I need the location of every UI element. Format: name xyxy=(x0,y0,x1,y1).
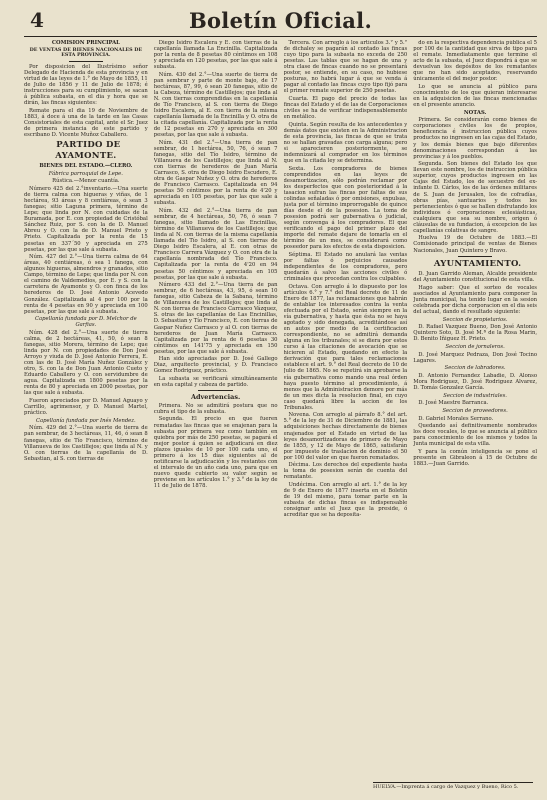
columns xyxy=(24,40,537,796)
section-heading: Seccion de industriales. xyxy=(443,392,507,399)
intro-paragraph: Por disposicion del Ilustrísimo señor Delegado de Hacienda de esta provincia y en virtud de las leyes de 1.° de Mayo de 1855, 11 de Julio de 1856 y 11 de Julio de 1878; é instrucciones para su cumplimiento, se sacan á pública subasta, en el dia y hora que se dirán, las fincas siguientes: xyxy=(24,63,148,107)
section-heading: Seccion de propietarios. xyxy=(442,316,508,323)
notas-heading: NOTAS. xyxy=(463,109,487,116)
fabrica-heading: Fábrica parroquial de Lepe. xyxy=(48,170,123,177)
lot-paragraph: Núm. 432 del 2.°—Una tierra de pan sembrar, de 4 hectáreas, 50, 76, ó sean 7 fanegas, sitio llamado de Las Encinillas, término de Villanueva de los Castillejos; que linda al N. con tierras de la misma capellanía llamada del Tío Isidro, al S. con tierras de Diego Isidro Escalera, al E. con otras de Francisco Carrera Vázquez y O. con otra de la capellanía nombrada del Tío Francisco. Capitalizada por la renta de 4'20 en 94 pesetas 50 céntimos y apreciada en 105 pesetas, por las que sale á subasta. xyxy=(153,208,278,281)
lot-paragraph: Número 433 del 2.°—Una tierra de pan sembrar, de 6 hectáreas, 43, 95, ó sean 10 fanegas, sitio Cabeza de la Sabana, término de Villanueva de los Castillejos; que linda al N. con tierras de Francisco Carrasco Vázquez, S. otras de las capellanías de Las Encinillas, D. Sebastian y Tío Francisco, E. con tierras de Gaspar Nuñez Carrasco y al O. con tierras de herederos de Juan María Carrasco. Capitalizada por la renta de 6 pesetas 30 céntimos en 141'75 y apreciada en 150 pesetas, por las que sale á subasta. xyxy=(153,282,278,355)
appraisal-paragraph: Han sido apreciadas por D. José Gallego Diaz, arquitecto provincial, y D. Francisco Gomez Rodriguez, práctico. xyxy=(153,356,278,375)
divider xyxy=(198,390,233,391)
commission-title: COMISION PRINCIPAL xyxy=(51,40,120,46)
lot-paragraph: Núm. 431 del 2.°—Una tierra de pan sembrar, de 1 hectárea, 50, 76, ó sean 7 fanegas, sitio del Tío Isidro, término de Villanueva de los Castillejos; que linda al N. con tierras de herederos de Juan María Carrasco, S. otra de Diego Isidro Escudero, E. otra de Gaspar Nuñez y O. otra de herederos de Francisco Carrasco. Capitalizada en 94 pesetas 50 céntimos por la renta de 4'20 y apreciada en 105 pesetas, por las que sale á subasta. xyxy=(153,139,278,207)
section-heading: Seccion de proveedores. xyxy=(442,408,508,415)
capellania-heading: Capellanía fundada por Inés Mendez. xyxy=(36,417,136,424)
column-2 xyxy=(154,40,278,796)
newspaper-title: Boletín Oficial. xyxy=(188,8,373,33)
nota-paragraph: Segunda. Son bienes del Estado los que llevan este nombre, los de instruccion pública superior, cuyos productos ingresen en las Cajas del Estado, los de secuestro del ex-infante D. Cárlos, los de las órdenes militares de S. Juan de Jerusalen, los de cofradías, obras pías, santuarios y todos los pertenecientes ó que se hallen disfrutando los individuos ó corporaciones eclesiásticas, cualquiera que sea su nombre, origen ó cláusulas de su fundacion, á excepcion de las capellanías colativas de sangre. xyxy=(413,161,537,234)
lot-paragraph: Número 425 del 2.°inventario.—Una suerte de tierra calma con higueras y viñas, de 1 hectárea, 93 áreas y 8 centiáreas, ó sean 3 fanegas; sitio Laguna primera, término de Lepe; que linda por N. con cuidadas de la Buramada, por E. con propiedad de Cristóbal Sánchez Ruiz, por S. con la de D. Manuel Abreu y O. con la de D. Manuel Prieto y Prieto. Capitalizada por la renta de 15 pesetas en 337´50 y apreciada en 275 pesetas, por las que sale á subasta. xyxy=(24,186,148,253)
partido-heading: PARTIDO DE AYAMONTE. xyxy=(55,139,121,161)
column-3 xyxy=(284,40,408,796)
masthead xyxy=(24,6,537,37)
appraisal-paragraph: Fueron apreciados por D. Manuel Aguayo y Carrillo, agrimensor, y D. Manuel Martel, práctico. xyxy=(24,398,148,417)
advertencia-paragraph: Primera. No se admitirá postura que no cubra el tipo de la subasta. xyxy=(153,402,278,415)
advertencia-paragraph: Tercera. Con arreglo á los artículos 3.° y 5.° de dichaley se pagarán al contado las fincas cuyo tipo para la subasta no exceda de 250 pesetas. Las tablas que se hagan de una y otra clase de fincas cuando no se presentará postor, se entiende, en su caso, no hubiese posturas, no habrá lugar á que se venda á pagar al contado las fincas cuyo tipo fijó para el primer remate superior de 250 pesetas. xyxy=(283,40,408,95)
page-number: 4 xyxy=(30,8,44,32)
auction-paragraph: Remate para el dia 19 de Noviembre de 1883, á doce á una de la tarde en las Casas Consistoriales de esta capital, ante el Sr. Juez de primera instancia de este partido y escribano D. Vicente Muñoz Caballero. xyxy=(24,107,148,138)
column-4 xyxy=(413,40,537,796)
capellania-heading: Capellanía fundada por D. Melchor de Garfias. xyxy=(35,316,137,329)
column-1 xyxy=(24,40,148,796)
names-paragraph: D. Gabriel Morales Serrano. xyxy=(418,415,494,422)
advertencia-paragraph: Novena. Con arreglo al párrafo 8.° del art. 5.° de la ley de 31 de Diciembre de 1881, las adquisiciones hechas directamente de bienes enajenados por el Estado en virtud de las leyes desamortizadoras de primero de Mayo de 1855, y 12 de Mayo de 1865, satisfarán por impuesto de traslacion de dominio el 50 por 100 del valor en que fueron rematados. xyxy=(283,412,408,461)
advertencia-paragraph: Décima. Los derechos del expediente hasta la toma de posesion serán de cuenta del rematante. xyxy=(283,462,408,481)
ayuntamiento-heading: AYUNTAMIENTO. xyxy=(433,258,522,269)
section-heading: Seccion de jornaleros. xyxy=(445,344,505,351)
signature-paragraph: Huelva 19 de Octubre de 1883.—El Comisionado principal de ventas de Bienes Nacionales, Juan Quintero y Bravo. xyxy=(413,235,537,254)
names-paragraph: D. José Maestre Barranca. xyxy=(418,400,489,407)
lot-paragraph: Núm. 428 del 2.°—Una suerte de tierra calma, de 2 hectáreas, 41, 50, ó sean 8 fanegas, sitio Morera, término de Lepe; que linda por N. con propiedades de Don José Arroyo y viuda de D. José Antonio Ferrera, E. con las de D. José María Nuñez González y otro, S. con la de Don Juan Antonio Cueto y Eduardo Caballero y O. con servidumbre de agua. Capitalizada en 1800 pesetas por la renta de 80 y apreciada en 2000 pesetas, por las que sale á subasta. xyxy=(24,329,148,397)
advertencias-heading: Advertencias. xyxy=(190,393,241,402)
advertencia-paragraph: Séptima. El Estado no anulará las ventas por faltas ó perjuicios causados independientes de los compradores, pero quedarán á salvo las acciones civiles ó criminales que procedan contra los culpables. xyxy=(283,251,408,283)
ayuntamiento-paragraph: Quedando así definitivamente nombrados los doce vocales, lo que se anuncia al público para conocimiento de los mismos y todos la Junta municipal de esta villa. xyxy=(413,423,537,448)
advertencia-paragraph: do en la respectiva dependencia pública el 5 por 100 de la cantidad que sirva de tipo para el remate. Inmediatamente que termine el acto de la subasta, el Juez dispondrá á que se devuelvan los depósitos de los rematantes que no han sido aceptados, reservando únicamente el del mejor postor. xyxy=(413,40,537,83)
lot-paragraph: Núm. 429 del 2.°—Una suerte de tierra de pan sembrar, de 3 hectáreas, 11, 46, ó sean 8 fanegas, sitio de Tío Francisco, término de Villanueva de los Castillejos; que linda al N. y O. con tierras de la capellanía de D. Sebastian, al S. con tierras de xyxy=(24,425,148,462)
advertencia-paragraph: Cuarta. El pago del precio de todas las fincas del Estado y el de las de Corporaciones civiles se ha de verificar indispensablemente en metálico. xyxy=(283,96,408,121)
advertencia-paragraph: Octava. Con arreglo á lo dispuesto por los artículos 6.° y 7.° del Real decreto de 11 de Enero de 1877, las reclamaciones que habrán de entablar los interesados contra la venta efectuada por el Estado, serán siempre en la vía gubernativa, y hasta que ésta no se haya agotado y sido denegada, acreditándose así en autos por medio de la certificacion correspondiente, no se admitirá demanda alguna en los tribunales; si se diera por estos curso á las citaciones de avocación que se hicieren al Estado, quedando en efecto la derivación que para tales reclamaciones establece el art. 9.° del Real decreto de 10 de Julio de 1865. No se repetirá sin aprobarse la vía gubernativa como mando una real órden haya puesto término al procedimiento, á menos que la Administracion demore por más de un mes dicta la resolucion final, en cuyo caso quedará libre la accion de los Tribunales. xyxy=(283,283,408,411)
auction-note: La subasta se verificará simultáneamente en esta capital y cabeza de partido. xyxy=(153,376,278,389)
names-paragraph: D. José Marquez Pedraza, Don José Tocino Lagares. xyxy=(413,351,537,364)
bienes-heading: BIENES DEL ESTADO.—CLERO. xyxy=(39,163,133,170)
names-paragraph: D. Rafael Vazquez Bueno, Don José Antonio Quintero Soto, D. José M.ª de la Rosa Marin, D. Benito Iñiguez H. Prieto. xyxy=(413,324,537,343)
advertencia-paragraph: Undécima. Con arreglo al art. 1.° de la ley de 9 de Enero de 1877 inserta en el Boletín de 19 del mismo, para tomar parte en la subasta de dichas fincas es indispensable consignar ante el Juez que la preside, ó acreditar que se ha deposita- xyxy=(283,482,408,519)
nota-paragraph: Primera. Se considerarán como bienes de corporaciones civiles los de propios, beneficencia é instruccion pública cuyos productos no ingresen en las cajas del Estado, y los demás bienes que bajo diferentes denominaciones correspondan á las provincias y á los pueblos. xyxy=(413,117,537,160)
ayuntamiento-paragraph: D. Juan Garrido Aleman, Alcalde presidente del Ayuntamiento constitucional de esta villa. xyxy=(413,271,537,284)
imprint-line: HUELVA.—Imprenta á cargo de Vazquez y Bueno, Rico 5. xyxy=(373,782,533,791)
advertencia-paragraph: Quinta. Según resulta de los antecedentes y demás datos que existen en la Administracion de esta provincia, las fincas de que se trata no se hallan gravadas con carga alguna; pero si aparecieren posteriormente, se indemnizará al comprador en los términos que en la citada ley se determina. xyxy=(283,121,408,165)
lot-paragraph: Núm. 430 del 2.°—Una suerte de tierra de pan sembrar y parte de monte bajo, de 17 hectáreas, 87, 99, ó sean 20 fanegas, sitio de la Cabeza, término de Castillejos; que linda al N. con tierras comprendidas en la capellanía de Tío Francisco, al S. con tierra de Diego Isidro Escalera, al E. con tierra de la misma capellanía llamada de la Encinilla y O. otra de la citada capellanía. Capitalizada por la renta de 12 pesetas en 270 y apreciada en 300 pesetas, por las que sale á subasta. xyxy=(153,71,278,139)
commission-subtitle: DE VENTAS DE BIENES NACIONALES DE ESTA PROVINCIA. xyxy=(29,46,143,59)
ayuntamiento-paragraph: Hago saber: Que el sorteo de vocales asociados al Ayuntamiento para componer la Junta municipal, ha tenido lugar en la sesion celebrada por dicha corporacion en el dia seis del actual, dando el resultado siguiente: xyxy=(413,284,537,316)
names-paragraph: D. Antonio Fernandez Labadie, D. Alonso Mora Rodriguez, D. José Rodriguez Alvarez, D. Tomás Gonzalez García. xyxy=(413,373,537,392)
divider xyxy=(458,256,493,257)
lot-paragraph: Diego Isidro Escalera y E. con tierras de la capellanía llamada La Encinilla. Capitalizada por la renta de 8 pesetas 80 céntimos en 108 y apreciada en 120 pesetas, por las que sale á subasta. xyxy=(153,40,278,71)
advertencia-paragraph: Segunda. El precio en que fueren rematadas las fincas que se enajenan para la subasta por primera vez como también en quiebra por más de 250 pesetas, se pagará el mejor postor á quien se adjudicará en diez plazos iguales de 10 por 100 cada uno, el primero á los 15 días siguientes al de notificarse la adjudicación y los restantes con el intervalo de un año cada uno, para que en nuevo quede cubierto su valor según se previene en los artículos 1.° y 3.° de la ley de 11 de Julio de 1878. xyxy=(153,416,278,489)
announcement-paragraph: Lo que se anuncia al público para conocimiento de los que quieran interesarse en la adquisicion de las fincas mencionadas en el presente anuncio. xyxy=(413,83,537,109)
advertencia-paragraph: Sexta. Los compradores de bienes comprendidos en las leyes de desamortizacion, sólo podrán reclamar por los desperfectos que con posterioridad á la tasacion sufran las fincas por faltas de sus colindas señaladas ó por omisiones, expulsas, justa por el término improrrogable de quince días desde el de la posesion. La toma de posesion podrá ser gubernativa ó judicial, según convenga á los compradores. El que verificando el pago del primer plazo del importe del remate dejare de tomarla en el término de un mes, se considerará como poseedor para los efectos de esta disposicion. xyxy=(283,165,408,251)
rustica-heading: Rústica.—Menor cuantía. xyxy=(52,178,120,185)
lot-paragraph: Núm. 427 del 2.°—Una tierra calma de 64 áreas, 40 centiáreas, ó sea 1 fanega, con algunos higueras, almendros y granados, sitio Campo, término de Lepe; que linda por N. con el camino de Valdemedios, por E. y S. con la carretera de Ayamonte y O. con finca de los herederos de D. José Antonio Acevedo González. Capitalizada al 4 por 100 por la renta de 4 pesetas en 90 y apreciada en 100 pesetas, por las que sale á subasta. xyxy=(24,254,148,315)
divider xyxy=(69,61,104,62)
section-heading: Seccion de labradores. xyxy=(444,365,506,372)
ayuntamiento-paragraph: Y para la común inteligencia se pone el presente en Gibraleon á 15 de Octubre de 1883.—Juan Garrido. xyxy=(413,449,537,468)
